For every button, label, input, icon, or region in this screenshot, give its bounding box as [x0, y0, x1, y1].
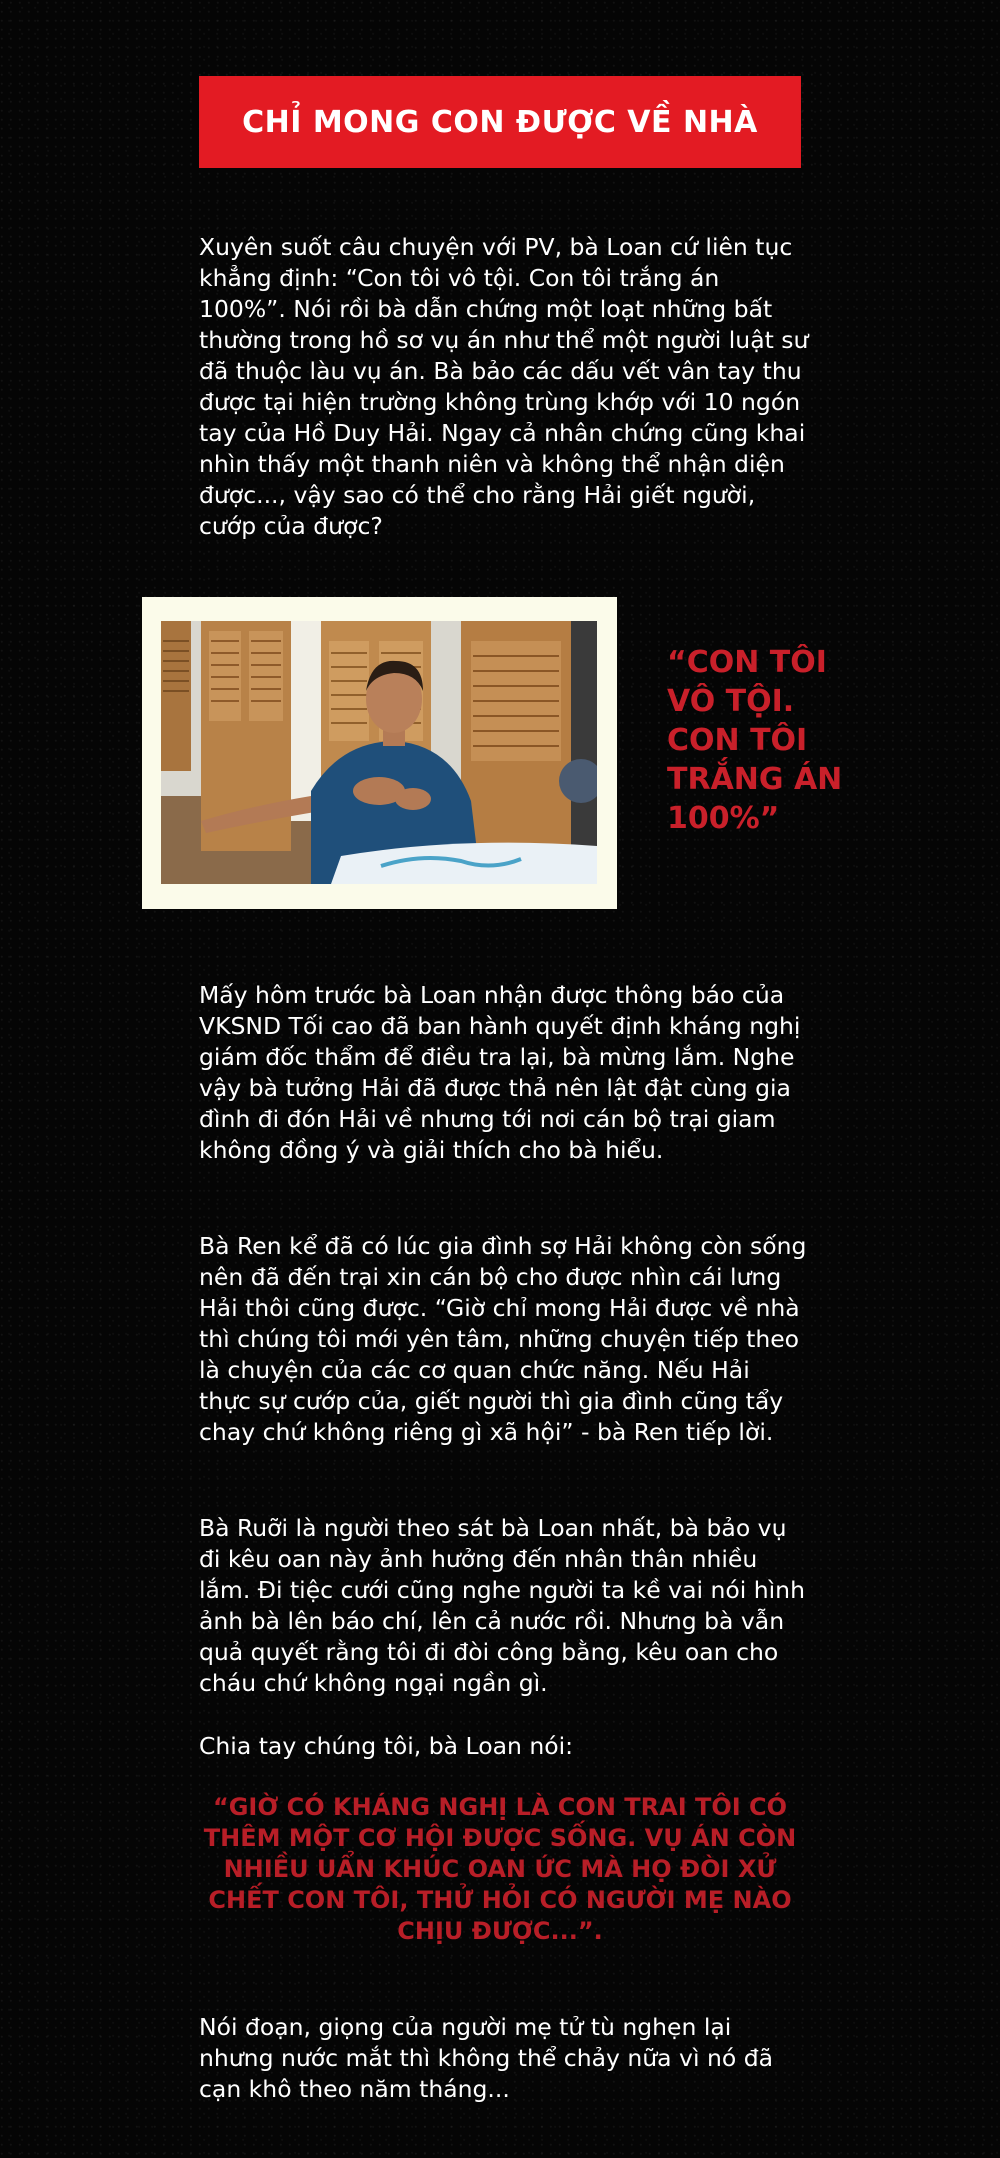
paragraph-6: Nói đoạn, giọng của người mẹ tử tù nghẹn lại nhưng nước mắt thì không thể chảy nữa vì nó đã cạn khô theo năm tháng... [199, 2013, 774, 2103]
photo-frame [142, 597, 617, 909]
pull-quote: “CON TÔI VÔ TỘI. CON TÔI TRẮNG ÁN 100%” [667, 645, 843, 836]
closing-quote: “GIỜ CÓ KHÁNG NGHỊ LÀ CON TRAI TÔI CÓ THÊM MỘT CƠ HỘI ĐƯỢC SỐNG. VỤ ÁN CÒN NHIỀU UẨN KHÚC OAN ỨC MÀ HỌ ĐÒI XỬ CHẾT CON TÔI, THỬ HỎI CÓ NGƯỜI MẸ NÀO CHỊU ĐƯỢC...”. [203, 1793, 797, 1945]
paragraph-3: Bà Ren kể đã có lúc gia đình sợ Hải không còn sống nên đã đến trại xin cán bộ cho được nhìn cái lưng Hải thôi cũng được. “Giờ chỉ mong Hải được về nhà thì chúng tôi mới yên tâm, những chuyện tiếp theo là chuyện của các cơ quan chức năng. Nếu Hải thực sự cướp của, giết người thì gia đình cũng tẩy chay chứ không riêng gì xã hội” - bà Ren tiếp lời. [199, 1232, 807, 1446]
paragraph-4: Bà Ruỡi là người theo sát bà Loan nhất, bà bảo vụ đi kêu oan này ảnh hưởng đến nhân thân nhiều lắm. Đi tiệc cưới cũng nghe người ta kề vai nói hình ảnh bà lên báo chí, lên cả nước rồi. Nhưng bà vẫn quả quyết rằng tôi đi đòi công bằng, kêu oan cho cháu chứ không ngại ngần gì. [199, 1514, 805, 1697]
paragraph-intro: Xuyên suốt câu chuyện với PV, bà Loan cứ liên tục khẳng định: “Con tôi vô tội. Con tôi trắng án 100%”. Nói rồi bà dẫn chứng một loạt những bất thường trong hồ sơ vụ án như thể một người luật sư đã thuộc làu vụ án. Bà bảo các dấu vết vân tay thu được tại hiện trường không trùng khớp với 10 ngón tay của Hồ Duy Hải. Ngay cả nhân chứng cũng khai nhìn thấy một thanh niên và không thể nhận diện được..., vậy sao có thể cho rằng Hải giết người, cướp của được? [199, 233, 809, 540]
mother-photo [161, 621, 597, 884]
title-banner [199, 76, 801, 168]
paragraph-2: Mấy hôm trước bà Loan nhận được thông báo của VKSND Tối cao đã ban hành quyết định kháng nghị giám đốc thẩm để điều tra lại, bà mừng lắm. Nghe vậy bà tưởng Hải đã được thả nên lật đật cùng gia đình đi đón Hải về nhưng tới nơi cán bộ trại giam không đồng ý và giải thích cho bà hiểu. [199, 981, 801, 1164]
section-title: CHỈ MONG CON ĐƯỢC VỀ NHÀ [242, 104, 758, 140]
paragraph-5: Chia tay chúng tôi, bà Loan nói: [199, 1732, 574, 1760]
